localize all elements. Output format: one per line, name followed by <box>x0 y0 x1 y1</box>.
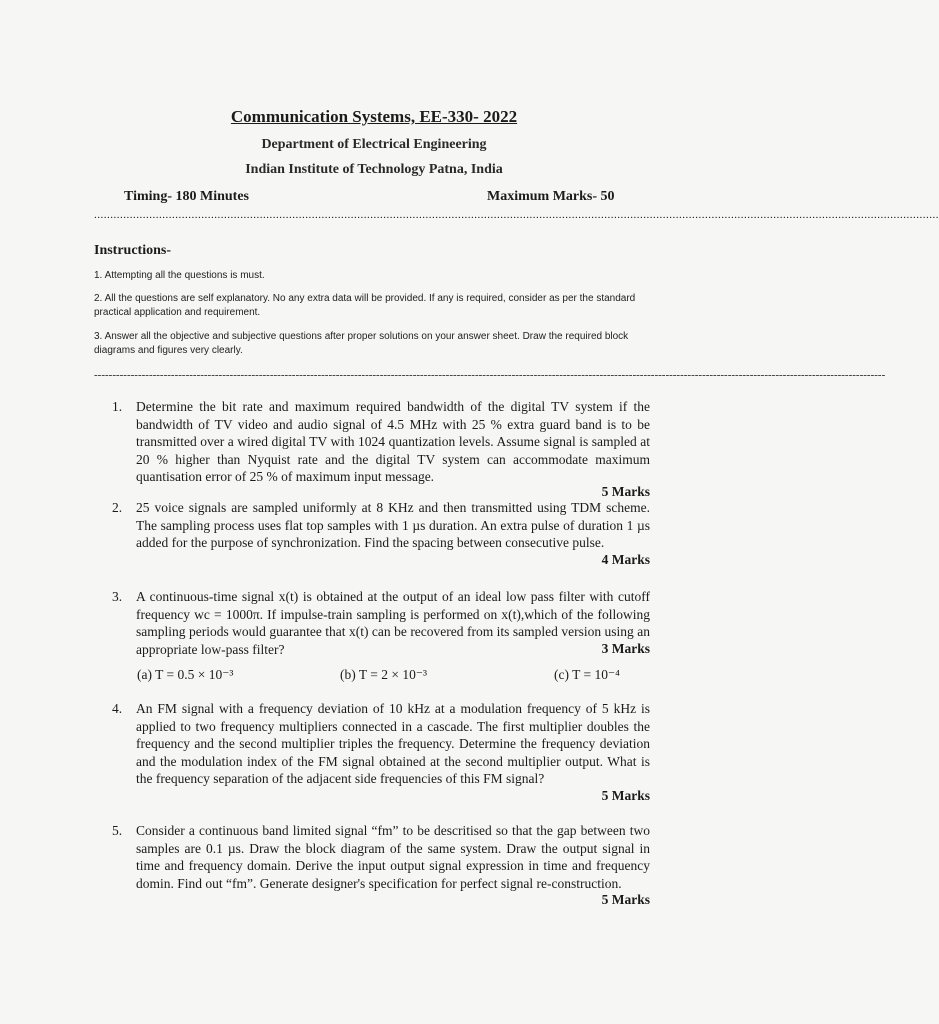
instruction-item: 2. All the questions are self explanatory. No any extra data will be provided. If any is required, consider as per the standard practical application and requirement. <box>94 293 636 318</box>
dashed-divider: ------------------------------------------------------------------------------------------------------------------------------------------------------------------------------------------------------------------------ <box>94 369 886 381</box>
question-4 <box>112 700 652 804</box>
question-marks: 5 Marks <box>601 788 650 803</box>
question-2 <box>112 499 652 569</box>
option-c: (c) T = 10⁻⁴ <box>554 667 620 682</box>
question-number: 5. <box>112 823 123 838</box>
question-text: Determine the bit rate and maximum required bandwidth of the digital TV system if the bandwidth of TV video and audio signal of 4.5 MHz with 25 % extra guard band is to be transmitted over a wired digital TV with 1024 quantization levels. Assume signal is sampled at 20 % higher than Nyquist rate and the digital TV system can accommodate maximum quantisation error of 25 % of maximum input message. <box>136 399 650 484</box>
question-marks: 5 Marks <box>601 484 650 499</box>
question-text: A continuous-time signal x(t) is obtained at the output of an ideal low pass filter with cutoff frequency wc = 1000π. If impulse-train sampling is performed on x(t),which of the following sampling periods would guarantee that x(t) can be recovered from its sampled version using an appropriate low-pass filter? <box>136 589 650 657</box>
option-a: (a) T = 0.5 × 10⁻³ <box>137 667 234 682</box>
instruction-item: 1. Attempting all the questions is must. <box>94 270 265 281</box>
question-marks: 3 Marks <box>601 641 650 656</box>
question-text: Consider a continuous band limited signal “fm” to be descritised so that the gap between two samples are 0.1 µs. Draw the block diagram of the same system. Draw the output signal in time and frequency domain. Derive the input output signal expression in time and frequency domin. Find out “fm”. Generate designer's specification for perfect signal re-construction. <box>136 823 650 891</box>
dotted-divider: .................................................................................................................................................................................................................................................................... <box>94 209 939 221</box>
instruction-item: 3. Answer all the objective and subjective questions after proper solutions on your answer sheet. Draw the required block diagrams and figures very clearly. <box>94 331 629 356</box>
timing-label: Timing- 180 Minutes <box>124 189 249 204</box>
question-1 <box>112 398 652 502</box>
question-number: 1. <box>112 399 123 414</box>
institute-name: Indian Institute of Technology Patna, India <box>245 162 503 177</box>
question-text: An FM signal with a frequency deviation of 10 kHz at a modulation frequency of 5 kHz is applied to two frequency multipliers connected in a cascade. The first multiplier doubles the frequency and the second multiplier triples the frequency. Determine the frequency deviation and the modulation index of the FM signal obtained at the second multiplier output. What is the frequency separation of the adjacent side frequencies of this FM signal? <box>136 701 650 786</box>
question-text: 25 voice signals are sampled uniformly at 8 KHz and then transmitted using TDM scheme. The sampling process uses flat top samples with 1 µs duration. An extra pulse of duration 1 µs added for the purpose of synchronization. Find the spacing between consecutive pulse. <box>136 500 650 550</box>
question-number: 2. <box>112 500 123 515</box>
question-5 <box>112 822 652 908</box>
max-marks-label: Maximum Marks- 50 <box>487 189 615 204</box>
question-number: 3. <box>112 589 123 604</box>
question-marks: 4 Marks <box>601 552 650 567</box>
exam-title: Communication Systems, EE-330- 2022 <box>230 107 518 126</box>
department-name: Department of Electrical Engineering <box>261 137 487 152</box>
instructions-heading: Instructions- <box>94 243 172 258</box>
question-number: 4. <box>112 701 123 716</box>
option-b: (b) T = 2 × 10⁻³ <box>340 667 428 682</box>
question-marks: 5 Marks <box>601 892 650 907</box>
